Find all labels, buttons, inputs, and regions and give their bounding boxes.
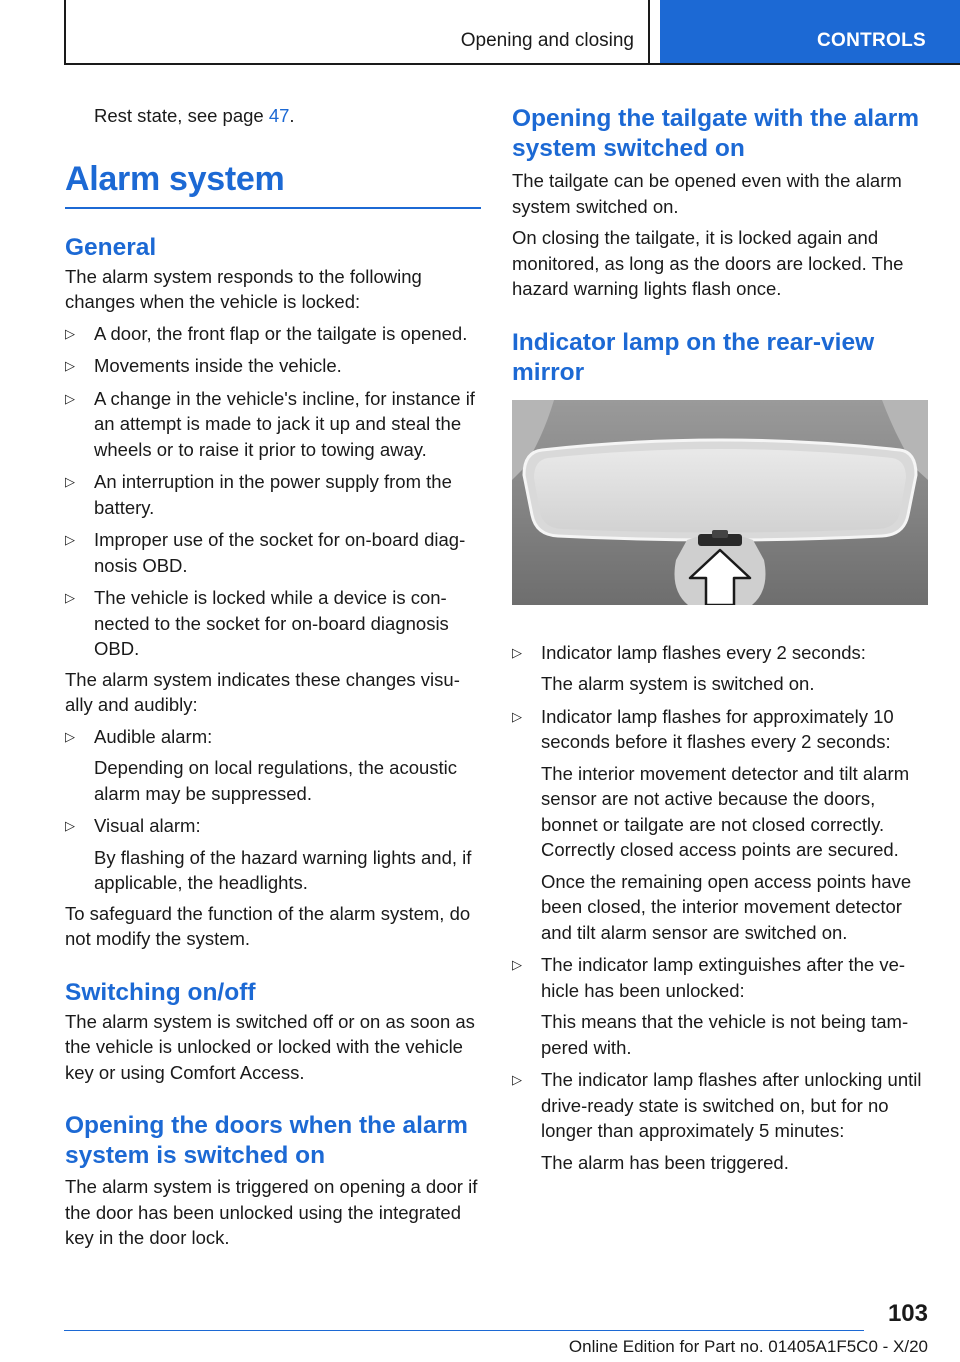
subheading-indicator-lamp: Indicator lamp on the rear-view mirror [512,328,875,386]
list-item [65,469,481,520]
alarm-type-list [65,724,481,896]
list-item-description: Once the remaining open access points have been closed, the interior movement detector and tilt alarm sensor are switched on. [541,870,912,943]
list-item [65,386,481,463]
list-item-description: The alarm has been triggered. [541,1151,789,1173]
list-item-description: The interior movement detector and tilt alarm sensor are not active because the doors, bonnet or tailgate are not closed correctly. Correctly closed access points are secured. [541,762,910,860]
triangle-bullet-icon: ▷ [65,590,75,605]
triangle-bullet-icon: ▷ [65,818,75,833]
list-item-text: The vehicle is locked while a device is connected to the socket for on-board diagnosis OBD. [94,587,449,659]
triangle-bullet-icon: ▷ [512,957,522,972]
section-title: Opening and closing [460,30,634,51]
page-link[interactable]: 47 [268,105,290,126]
list-item [65,724,481,807]
doors-text: The alarm system is triggered on opening a door if the door has been unlocked using the integrated key in the door lock. [65,1176,478,1248]
list-item-label: The indicator lamp flashes after unlocking until drive-ready state is switched on, but for no longer than approximately 5 minutes: [541,1069,922,1141]
chapter-tab[interactable] [660,0,960,63]
list-item-text: A change in the vehicle's incline, for instance if an attempt is made to jack it up and steal the wheels or to raise it prior to towing away. [94,387,475,460]
list-item [65,813,481,896]
triangle-bullet-icon: ▷ [65,474,75,489]
indicates-text: The alarm system indicates these changes visually and audibly: [65,668,460,715]
general-intro: The alarm system responds to the following changes when the vehicle is locked: [65,265,422,312]
tailgate-text-1: The tailgate can be opened even with the alarm system switched on. [512,170,902,217]
audible-description: Depending on local regulations, the acoustic alarm may be suppressed. [94,757,458,804]
list-item [65,353,481,379]
triangle-bullet-icon: ▷ [65,390,75,406]
list-item-description: This means that the vehicle is not being tampered with. [541,1011,909,1058]
list-item-label: Indicator lamp flashes every 2 seconds: [541,641,866,663]
section-heading-alarm-system: Alarm system [65,159,285,198]
reference-text: Rest state, see page [94,105,269,126]
general-list [65,321,481,662]
triangle-bullet-icon: ▷ [512,708,522,724]
list-item-label: The indicator lamp extinguishes after the vehicle has been unlocked: [541,954,906,1001]
page-number: 103 [887,1300,928,1327]
list-item [512,640,928,697]
audible-label: Audible alarm: [94,725,213,747]
list-item [65,321,481,347]
list-item-text: An interruption in the power supply from the battery. [94,471,452,518]
triangle-bullet-icon: ▷ [65,358,75,373]
reference-end: . [289,105,295,126]
list-item-text: Movements inside the vehicle. [94,355,342,376]
list-item-label: Indicator lamp flashes for approximately 10 seconds before it flashes every 2 seconds: [541,705,894,752]
safeguard-text: To safeguard the function of the alarm system, do not modify the system. [65,902,471,949]
left-column [65,100,481,1251]
list-item [65,527,481,578]
right-column [512,100,928,1175]
triangle-bullet-icon: ▷ [65,325,75,341]
header-left-bar [64,0,66,65]
list-item-text: A door, the front flap or the tailgate is opened. [94,322,468,344]
visual-description: By flashing of the hazard warning lights and, if applicable, the headlights. [94,846,472,893]
subheading-general: General [65,233,157,261]
list-item [65,585,481,662]
rear-view-mirror-figure [512,400,928,605]
heading-rule [65,207,481,209]
triangle-bullet-icon: ▷ [65,728,75,744]
list-item-text: Improper use of the socket for on-board diagnosis OBD. [94,529,466,576]
triangle-bullet-icon: ▷ [512,1072,522,1087]
header-separator [648,0,650,65]
subheading-tailgate: Opening the tailgate with the alarm system switched on [512,105,920,162]
indicator-list [512,640,928,1176]
header-rule [64,63,960,65]
switching-text: The alarm system is switched off or on as soon as the vehicle is unlocked or locked with the vehicle key or using Comfort Access. [65,1010,475,1083]
chapter-title: CONTROLS [816,30,926,51]
page-reference [94,103,481,129]
list-item [512,1067,928,1175]
triangle-bullet-icon: ▷ [512,644,522,660]
subheading-switching: Switching on/off [65,978,256,1006]
triangle-bullet-icon: ▷ [65,532,75,547]
list-item-description: The alarm system is switched on. [541,673,815,694]
list-item [512,952,928,1060]
list-item [512,704,928,946]
footer-rule [64,1330,864,1331]
visual-label: Visual alarm: [94,815,201,836]
subheading-opening-doors: Opening the doors when the alarm system is switched on [65,1112,468,1169]
tailgate-text-2: On closing the tailgate, it is locked again and monitored, as long as the doors are locked. The hazard warning lights flash once. [512,227,904,299]
edition-text: Online Edition for Part no. 01405A1F5C0 - X/20 [568,1337,928,1356]
